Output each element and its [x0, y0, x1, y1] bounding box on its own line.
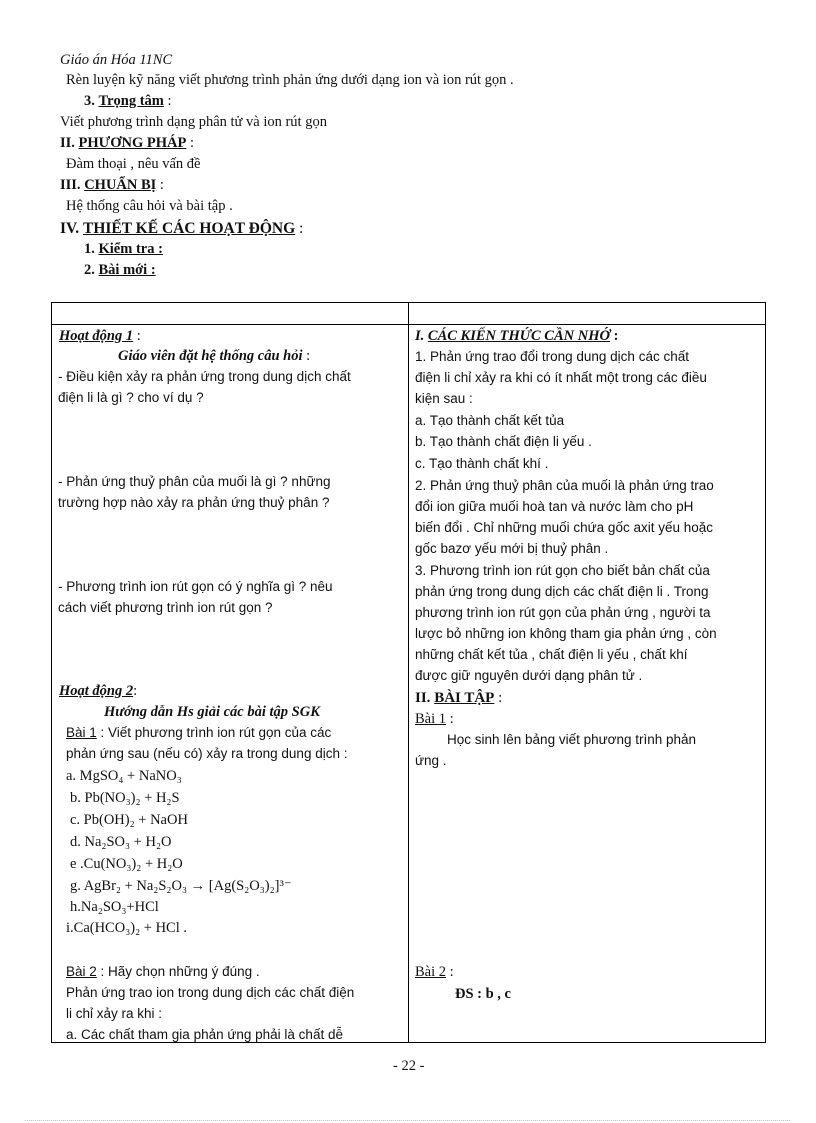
equation-g: g. AgBr₂ + Na₂S₂O₃ → [Ag(S₂O₃)₂]³⁻	[70, 878, 292, 894]
answer-2-result: ĐS : b , c	[455, 986, 511, 1002]
knowledge-1-item-a: a. Tạo thành chất kết tủa	[415, 413, 565, 428]
equation-b: b. Pb(NO₃)₂ + H₂S	[70, 790, 180, 806]
knowledge-1-item-c: c. Tạo thành chất khí .	[415, 456, 549, 471]
knowledge-3-line-4: lược bỏ những ion không tham gia phản ứng , còn	[415, 626, 717, 641]
section-number: I.	[415, 328, 425, 344]
answer-1-line-2: ứng .	[415, 753, 447, 768]
exercises-heading	[415, 688, 502, 708]
section-title: BÀI TẬP	[434, 690, 495, 706]
knowledge-2-line-2: đổi ion giữa muối hoà tan và nước làm cho pH	[415, 499, 694, 514]
knowledge-3-line-1: 3. Phương trình ion rút gọn cho biết bản chất của	[415, 563, 710, 578]
activity-1-heading	[59, 326, 141, 346]
equation-i: i.Ca(HCO₃)₂ + HCl .	[66, 920, 187, 936]
document-title: Giáo án Hóa 11NC	[60, 52, 173, 68]
section-colon: :	[494, 690, 503, 706]
page-bottom-divider	[25, 1120, 790, 1121]
exercise-2-line-3: li chỉ xảy ra khi :	[66, 1006, 163, 1021]
section-focus-heading	[84, 93, 172, 110]
exercise-label: Bài 1	[415, 711, 447, 727]
section-number: II.	[60, 135, 75, 151]
activity-label: Hoạt động 1	[59, 328, 134, 344]
section-colon: :	[156, 177, 164, 193]
knowledge-1-line-2: điện li chỉ xảy ra khi có ít nhất một trong các điều	[415, 370, 707, 385]
knowledge-heading	[415, 326, 618, 346]
exercise-2-line-1	[66, 962, 260, 982]
knowledge-2-line-3: biến đổi . Chỉ những muối chứa gốc axit yếu hoặc	[415, 520, 714, 535]
answer-1-line-1: Học sinh lên bảng viết phương trình phản	[447, 732, 697, 747]
activity-label: Hoạt động 2	[59, 683, 134, 699]
focus-text: Viết phương trình dạng phân tử và ion rút gọn	[60, 114, 327, 130]
equation-e: e .Cu(NO₃)₂ + H₂O	[70, 856, 183, 872]
skill-line: Rèn luyện kỹ năng viết phương trình phản ứng dưới dạng ion và ion rút gọn .	[66, 72, 514, 88]
section-colon: :	[295, 220, 304, 237]
exercise-colon: :	[449, 964, 454, 980]
activity-subtitle-text: Giáo viên đặt hệ thống câu hỏi	[118, 348, 303, 364]
equation-a: a. MgSO₄ + NaNO₃	[66, 768, 182, 784]
activity-1-subtitle	[118, 346, 310, 366]
subsection-check	[84, 241, 163, 258]
exercise-2-line-4: a. Các chất tham gia phản ứng phải là chất dễ	[66, 1027, 343, 1042]
table-header-cell-left	[51, 302, 409, 325]
question-2-line-2: trường hợp nào xảy ra phản ứng thuỷ phân ?	[58, 495, 330, 510]
exercise-text: : Viết phương trình ion rút gọn của các	[96, 725, 332, 740]
subsection-number: 2.	[84, 262, 95, 278]
section-number: IV.	[60, 220, 80, 237]
question-3-line-1: - Phương trình ion rút gọn có ý nghĩa gì ? nêu	[58, 579, 333, 594]
knowledge-1-item-b: b. Tạo thành chất điện li yếu .	[415, 434, 592, 449]
knowledge-1-line-1: 1. Phản ứng trao đổi trong dung dịch các chất	[415, 349, 689, 364]
equation-d: d. Na₂SO₃ + H₂O	[70, 834, 172, 850]
equation-h: h.Na₂SO₃+HCl	[70, 899, 159, 915]
question-1-line-2: điện li là gì ? cho ví dụ ?	[58, 390, 204, 405]
section-number: II.	[415, 690, 431, 706]
knowledge-3-line-2: phản ứng trong dung dịch các chất điện li . Trong	[415, 584, 709, 599]
knowledge-3-line-5: những chất kết tủa , chất điện li yếu , chất khí	[415, 647, 688, 662]
question-2-line-1: - Phản ứng thuỷ phân của muối là gì ? những	[58, 474, 331, 489]
section-prep-heading	[60, 177, 164, 194]
exercise-2-line-2: Phản ứng trao ion trong dung dịch các chất điện	[66, 985, 355, 1000]
exercise-label: Bài 2	[66, 964, 97, 979]
section-number: III.	[60, 177, 81, 193]
answer-1-heading	[415, 709, 454, 729]
prep-text: Hệ thống câu hỏi và bài tập .	[66, 198, 233, 214]
table-header-cell-right	[408, 302, 766, 325]
knowledge-3-line-6: được giữ nguyên dưới dạng phân tử .	[415, 668, 643, 683]
section-number: 3.	[84, 93, 95, 109]
activity-colon: :	[133, 328, 141, 344]
activity-colon: :	[133, 683, 138, 699]
knowledge-1-line-3: kiện sau :	[415, 391, 473, 406]
section-title: THIẾT KẾ CÁC HOẠT ĐỘNG	[82, 220, 296, 237]
section-title: Trọng tâm	[98, 93, 164, 109]
section-title: CHUẨN BỊ	[84, 177, 157, 193]
section-method-heading	[60, 135, 194, 152]
knowledge-2-line-1: 2. Phản ứng thuỷ phân của muối là phản ứng trao	[415, 478, 714, 493]
page-number: - 22 -	[393, 1058, 425, 1074]
exercise-label: Bài 1	[66, 725, 97, 740]
section-title: PHƯƠNG PHÁP	[78, 135, 187, 151]
exercise-1-line-2: phản ứng sau (nếu có) xảy ra trong dung dịch :	[66, 746, 348, 761]
activity-subtitle-colon: :	[302, 348, 311, 364]
section-activities-heading	[60, 220, 303, 238]
section-colon: :	[163, 93, 172, 109]
exercise-colon: :	[449, 711, 454, 727]
knowledge-2-line-4: gốc bazơ yếu mới bị thuỷ phân .	[415, 541, 609, 556]
question-1-line-1: - Điều kiện xảy ra phản ứng trong dung dịch chất	[58, 369, 351, 384]
subsection-title: Bài mới :	[98, 262, 156, 278]
section-colon: :	[609, 328, 619, 344]
exercise-label: Bài 2	[415, 964, 447, 980]
knowledge-3-line-3: phương trình ion rút gọn của phản ứng , người ta	[415, 605, 711, 620]
answer-2-heading	[415, 962, 454, 982]
section-colon: :	[186, 135, 194, 151]
method-text: Đàm thoại , nêu vấn đề	[66, 156, 201, 172]
subsection-new-lesson	[84, 262, 156, 279]
subsection-title: Kiểm tra :	[98, 241, 163, 257]
section-title: CÁC KIẾN THỨC CẦN NHỚ	[427, 328, 610, 344]
subsection-number: 1.	[84, 241, 95, 257]
activity-2-subtitle: Hướng dẫn Hs giải các bài tập SGK	[104, 704, 320, 720]
question-3-line-2: cách viết phương trình ion rút gọn ?	[58, 600, 273, 615]
activity-2-heading	[59, 681, 137, 701]
equation-c: c. Pb(OH)₂ + NaOH	[70, 812, 188, 828]
exercise-text: : Hãy chọn những ý đúng .	[100, 964, 260, 979]
exercise-1-line-1	[66, 723, 331, 743]
